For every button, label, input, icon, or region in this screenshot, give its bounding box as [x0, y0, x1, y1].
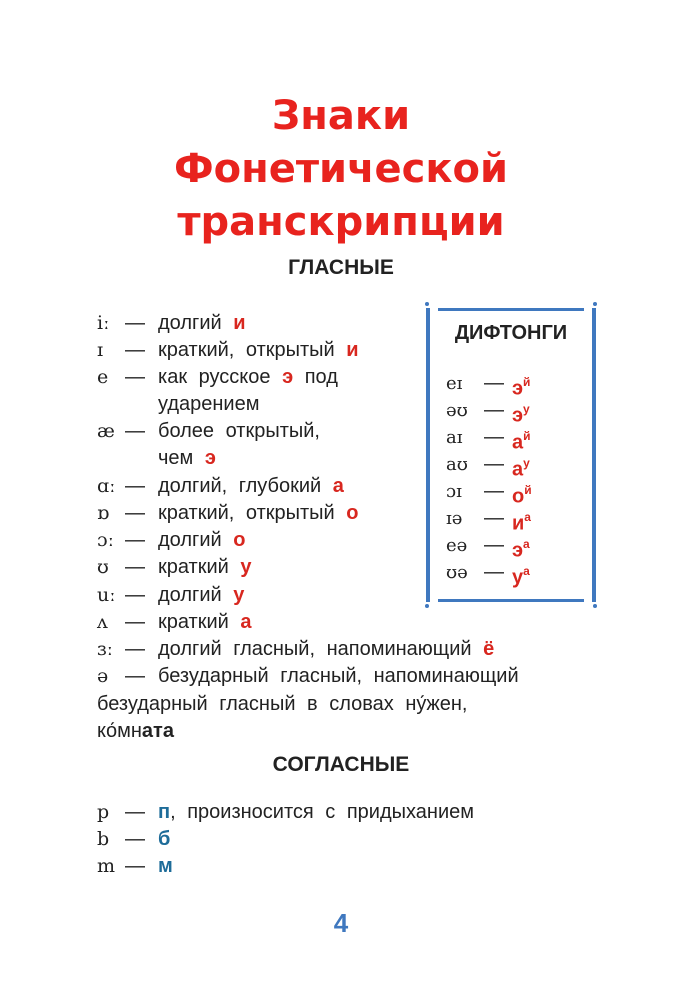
title-line-2: Фонетической: [173, 146, 509, 192]
vowel-description-after: под: [304, 366, 338, 388]
diphthong-symbol: ɔɪ: [446, 481, 462, 502]
vowel-letter: ё: [483, 638, 495, 660]
diphthong-letter: у: [512, 566, 524, 589]
vowel-description: долгий: [158, 529, 222, 551]
dash: —: [125, 828, 145, 850]
diphthong-symbol: aɪ: [446, 427, 463, 448]
vowel-letter: и: [233, 312, 246, 334]
vowel-description: краткий, открытый: [158, 502, 335, 524]
vowel-letter: о: [346, 502, 359, 524]
vowel-symbol: uː: [97, 584, 116, 606]
frame-dot: [425, 604, 429, 608]
diphthong-letter: и: [512, 512, 525, 535]
vowel-letter: у: [233, 584, 245, 606]
vowel-description: долгий гласный, напоминающий: [158, 638, 472, 660]
vowel-description: чем: [158, 447, 194, 469]
dash: —: [125, 312, 145, 334]
dash: —: [125, 855, 145, 877]
consonant-symbol: p: [97, 801, 110, 823]
dash: —: [125, 339, 145, 361]
dash: —: [484, 480, 504, 502]
frame-bottom: [438, 599, 584, 602]
dash: —: [125, 529, 145, 551]
vowel-letter: и: [346, 339, 359, 361]
vowel-symbol: ɒ: [97, 502, 110, 524]
diphthong-superscript: й: [524, 483, 532, 497]
vowel-description: краткий: [158, 556, 229, 578]
dash: —: [484, 399, 504, 421]
vowel-description: краткий: [158, 611, 229, 633]
frame-left: [426, 308, 430, 602]
vowel-symbol: ʊ: [97, 556, 109, 578]
consonant-letter: б: [158, 828, 171, 850]
vowel-letter: а: [240, 611, 252, 633]
dash: —: [484, 561, 504, 583]
consonant-description: , произносится с придыханием: [170, 801, 475, 823]
diphthong-letter: о: [512, 485, 525, 508]
dash: —: [125, 420, 145, 442]
diphthong-superscript: й: [523, 429, 531, 443]
dash: —: [484, 507, 504, 529]
frame-dot: [593, 604, 597, 608]
diphthong-letter: э: [512, 539, 524, 562]
vowel-symbol: ɪ: [97, 339, 104, 361]
diphthongs-heading: ДИФТОНГИ: [454, 322, 568, 344]
dash: —: [484, 453, 504, 475]
dash: —: [125, 665, 145, 687]
diphthong-letter: э: [512, 404, 524, 427]
dash: —: [484, 534, 504, 556]
dash: —: [125, 801, 145, 823]
vowels-heading: ГЛАСНЫЕ: [288, 256, 394, 279]
consonant-symbol: b: [97, 828, 110, 850]
vowel-letter: э: [204, 447, 216, 469]
consonants-heading: СОГЛАСНЫЕ: [272, 753, 410, 776]
frame-dot: [425, 302, 429, 306]
vowel-symbol: æ: [97, 420, 115, 442]
dash: —: [125, 611, 145, 633]
vowel-description: ударением: [158, 393, 260, 415]
diphthong-superscript: а: [523, 564, 530, 578]
diphthong-symbol: aʊ: [446, 454, 468, 475]
diphthong-superscript: й: [523, 375, 531, 389]
page-number: 4: [333, 908, 349, 938]
dash: —: [125, 366, 145, 388]
vowel-description: безударный гласный, напоминающий: [158, 665, 519, 687]
vowel-symbol: ɔː: [97, 529, 115, 551]
vowel-description: более открытый,: [158, 420, 320, 442]
diphthong-superscript: у: [523, 456, 530, 470]
diphthong-symbol: ʊə: [446, 562, 468, 583]
diphthong-superscript: а: [524, 510, 531, 524]
consonant-letter: п: [158, 801, 171, 823]
page-title: [0, 90, 682, 249]
title-line-1: Знаки: [271, 93, 411, 139]
example-word: [97, 718, 174, 745]
vowel-symbol: ɜː: [97, 638, 114, 660]
vowel-description: долгий: [158, 584, 222, 606]
diphthong-letter: э: [512, 377, 524, 400]
dash: —: [125, 556, 145, 578]
frame-right: [592, 308, 596, 602]
diphthong-superscript: а: [523, 537, 530, 551]
vowel-symbol: e: [97, 366, 109, 388]
dash: —: [125, 502, 145, 524]
diphthong-superscript: у: [523, 402, 530, 416]
vowel-symbol: ɑː: [97, 475, 116, 497]
dash: —: [125, 475, 145, 497]
dash: —: [125, 584, 145, 606]
vowel-letter: э: [282, 366, 294, 388]
frame-dot: [593, 302, 597, 306]
diphthong-symbol: eɪ: [446, 373, 463, 394]
diphthong-letter: а: [512, 431, 524, 454]
vowel-letter: у: [240, 556, 252, 578]
vowel-symbol: ə: [97, 665, 109, 687]
dash: —: [484, 426, 504, 448]
diphthong-symbol: eə: [446, 535, 468, 556]
vowel-letter: а: [332, 475, 344, 497]
vowel-description: долгий, глубокий: [158, 475, 322, 497]
dash: —: [125, 638, 145, 660]
dash: —: [484, 372, 504, 394]
example-word-start: ко́мн: [97, 720, 142, 742]
diphthongs-box: [426, 308, 596, 602]
diphthong-symbol: əʊ: [446, 400, 468, 421]
example-word-end: ата: [141, 720, 174, 742]
vowel-description-continuation: безударный гласный в словах ну́жен,: [97, 693, 468, 715]
vowel-letter: о: [233, 529, 246, 551]
vowel-symbol: iː: [97, 312, 110, 334]
diphthong-symbol: ɪə: [446, 508, 463, 529]
title-line-3: транскрипции: [177, 199, 505, 245]
frame-top: [438, 308, 584, 311]
diphthong-letter: а: [512, 458, 524, 481]
vowel-description: долгий: [158, 312, 222, 334]
consonant-letter: м: [158, 855, 173, 877]
consonant-symbol: m: [97, 855, 116, 877]
vowel-description: как русское: [158, 366, 271, 388]
vowel-symbol: ʌ: [97, 611, 108, 633]
vowel-description: краткий, открытый: [158, 339, 335, 361]
